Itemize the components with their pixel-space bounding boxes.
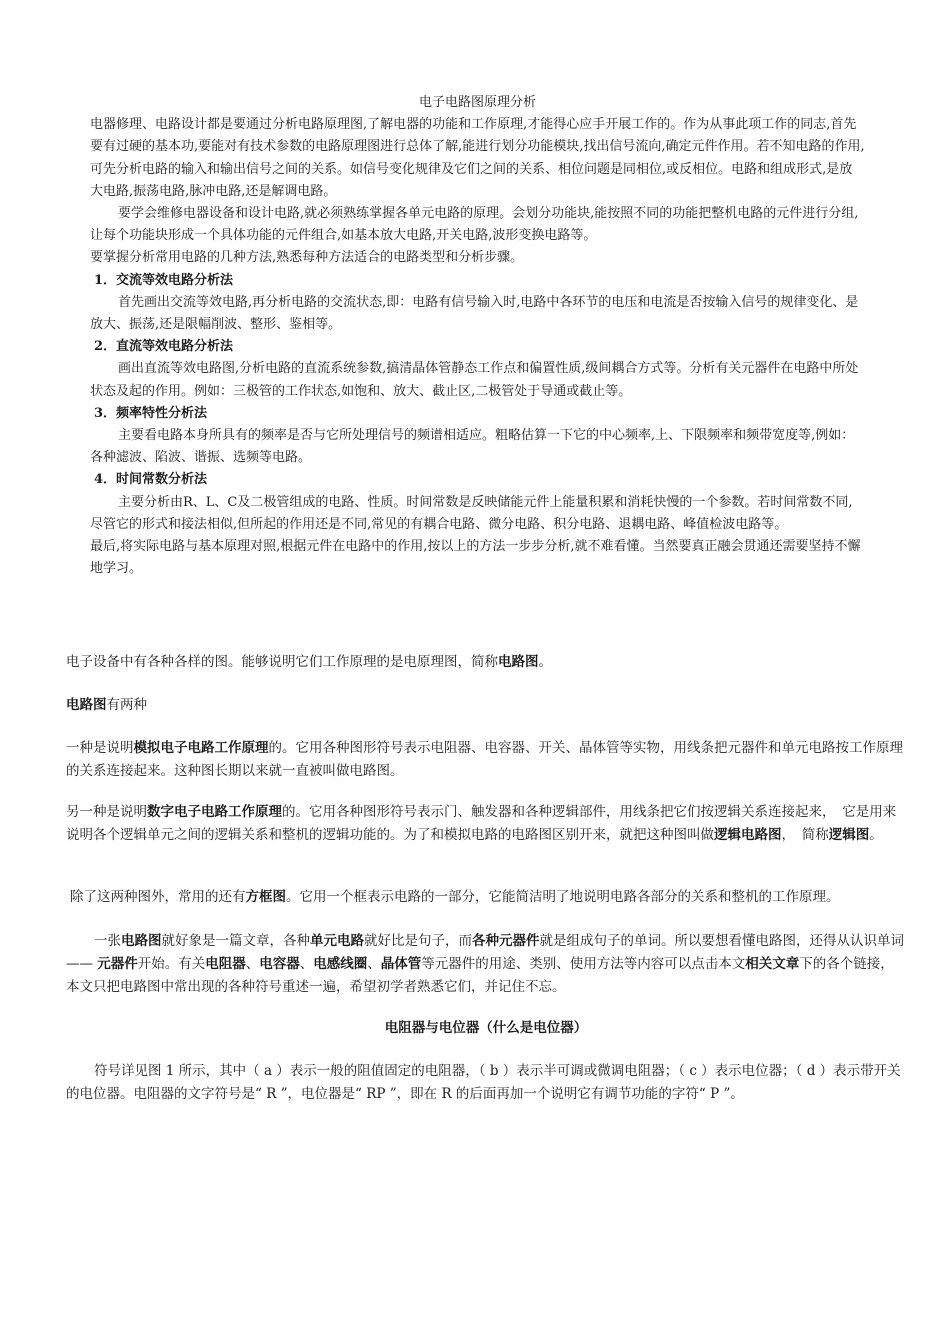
p4-bold-term-2: 逻辑电路图 <box>714 827 782 843</box>
p4-b: 的。它用各种图形符号表示门、触发器和各种逻辑部件，用线条把它们按逻辑关系连接起来， 它是用来说明各个逻辑单元之间的逻辑关系和整机的逻辑功能的。为了和模拟电路的电路图区别开来，就把这种图叫做 <box>66 804 897 843</box>
resistor-section-title: 电阻器与电位器（什么是电位器） <box>384 1020 588 1036</box>
method-heading-4: 4．时间常数分析法 <box>94 472 208 488</box>
p6-bold-9: 相关文章 <box>745 956 800 972</box>
method-heading-2: 2．直流等效电路分析法 <box>94 339 234 355</box>
p3-bold-term: 模拟电子电路工作原理 <box>133 740 269 756</box>
block-diagram-paragraph <box>66 886 906 909</box>
method-heading-3: 3．频率特性分析法 <box>94 405 208 421</box>
p5-a: 除了这两种图外，常用的还有 <box>70 889 246 905</box>
resistor-paragraph <box>66 1060 906 1106</box>
p6-h: 、 <box>367 956 381 972</box>
p4-c: ， 简称 <box>781 827 829 843</box>
p6-bold-1: 电路图 <box>121 933 162 949</box>
p6-bold-6: 电容器 <box>259 956 300 972</box>
p3-b: 的。它用各种图形符号表示电阻器、电容器、开关、晶体管等实物，用线条把元器件和单元电路按工作原理的关系连接起来。这种图长期以来就一直被叫做电路图。 <box>66 740 903 779</box>
p6-f: 、 <box>245 956 260 972</box>
method-body-4: 主要分析由R、L、C及二极管组成的电路、性质。时间常数是反映储能元件上能量积累和消耗快慢的一个参数。若时间常数不同,尽管它的形式和接法相似,但所起的作用还是不同,常见的有耦合电路、微分电路、积分电路、退耦电路、峰值检波电路等。 <box>90 494 853 532</box>
p6-bold-2: 单元电路 <box>310 933 364 949</box>
method-body-2: 画出直流等效电路图,分析电路的直流系统参数,搞清晶体管静态工作点和偏置性质,级间耦合方式等。分析有关元器件在电路中所处状态及起的作用。例如：三极管的工作状态,如饱和、放大、截止区,二极管处于导通或截止等。 <box>90 361 859 399</box>
p6-e: 开始。有关 <box>137 956 206 972</box>
analogy-paragraph <box>66 930 906 999</box>
resistor-text: 符号详见图 1 所示，其中（ a ）表示一般的阻值固定的电阻器，（ b ）表示半可调或微调电阻器；（ c ）表示电位器；（ d ）表示带开关的电位器。电阻器的文字符号是“ R ”，电位器是“ RP ”，即在 R 的后面再加一个说明它有调节功能的字符“ P ”。 <box>66 1063 901 1102</box>
method-body-1: 首先画出交流等效电路,再分析电路的交流状态,即：电路有信号输入时,电路中各环节的电压和电流是否按输入信号的规律变化、是放大、振荡,还是限幅削波、整形、鉴相等。 <box>90 294 859 333</box>
p4-a: 另一种是说明 <box>66 804 147 820</box>
p6-g: 、 <box>299 956 314 972</box>
analog-paragraph <box>66 737 906 783</box>
diagram-types-intro <box>66 651 906 674</box>
p1-text: 电子设备中有各种各样的图。能够说明它们工作原理的是电原理图，简称 <box>66 654 498 670</box>
intro-paragraph-1: 电器修理、电路设计都是要通过分析电路原理图,了解电器的功能和工作原理,才能得心应手开展工作的。作为从事此项工作的同志,首先要有过硬的基本功,要能对有技术参数的电路原理图进行总体了解,能进行划分功能模块,找出信号流向,确定元件作用。若不知电路的作用,可先分析电路的输入和输出信号之间的关系。如信号变化规律及它们之间的关系、相位问题是同相位,或反相位。电路和组成形式,是放大电路,振荡电路,脉冲电路,还是解调电路。 <box>90 117 865 199</box>
conclusion-paragraph: 最后,将实际电路与基本原理对照,根据元件在电路中的作用,按以上的方法一步步分析,就不难看懂。当然要真正融会贯通还需要坚持不懈地学习。 <box>90 539 861 577</box>
doc-title: 电子电路图原理分析 <box>418 95 536 110</box>
p3-a: 一种是说明 <box>66 740 134 756</box>
p6-bold-3: 各种元器件 <box>472 933 540 949</box>
p6-b: 就好象是一篇文章，各种 <box>161 933 310 949</box>
p1-bold-term: 电路图 <box>498 654 539 670</box>
two-types-line <box>66 694 906 717</box>
intro-paragraph-3: 要掌握分析常用电路的几种方法,熟悉每种方法适合的电路类型和分析步骤。 <box>90 250 524 266</box>
method-heading-1: 1．交流等效电路分析法 <box>94 272 234 288</box>
p4-bold-term-3: 逻辑图 <box>828 827 870 843</box>
p6-i: 等元器件的用途、类别、使用方法等内容可以点击本文 <box>421 956 746 972</box>
p5-bold-term: 方框图 <box>245 889 286 905</box>
p6-d: 就是组成句子的单词。所以要想看懂电路图，还得从认识单词 —— <box>66 933 904 972</box>
digital-paragraph <box>66 801 906 847</box>
p6-a: 一张 <box>94 933 121 949</box>
analysis-section <box>90 92 865 580</box>
p6-bold-7: 电感线圈 <box>313 956 368 972</box>
p6-bold-8: 晶体管 <box>380 956 422 972</box>
p1-end: 。 <box>538 654 552 670</box>
p4-bold-term-1: 数字电子电路工作原理 <box>147 804 282 820</box>
p6-bold-5: 电阻器 <box>205 956 246 972</box>
p5-b: 。它用一个框表示电路的一部分，它能简洁明了地说明电路各部分的关系和整机的工作原理。 <box>286 889 840 905</box>
intro-paragraph-2: 要学会维修电器设备和设计电路,就必须熟练掌握各单元电路的原理。会划分功能块,能按照不同的功能把整机电路的元件进行分组,让每个功能块形成一个具体功能的元件组合,如基本放大电路,开关电路,波形变换电路等。 <box>90 206 859 244</box>
p6-j: 下的各个链接，本文只把电路图中常出现的各种符号重述一遍，希望初学者熟悉它们，并记住不忘。 <box>66 956 894 995</box>
p2-text: 有两种 <box>106 697 147 713</box>
p6-bold-4: 元器件 <box>97 956 138 972</box>
resistor-section-title-wrap <box>66 1017 906 1040</box>
p2-bold-term: 电路图 <box>66 697 107 713</box>
method-body-3: 主要看电路本身所具有的频率是否与它所处理信号的频谱相适应。粗略估算一下它的中心频率,上、下限频率和频带宽度等,例如：各种滤波、陷波、谐振、选频等电路。 <box>90 428 855 466</box>
p4-d: 。 <box>869 827 883 843</box>
p6-c: 就好比是句子，而 <box>364 933 472 949</box>
